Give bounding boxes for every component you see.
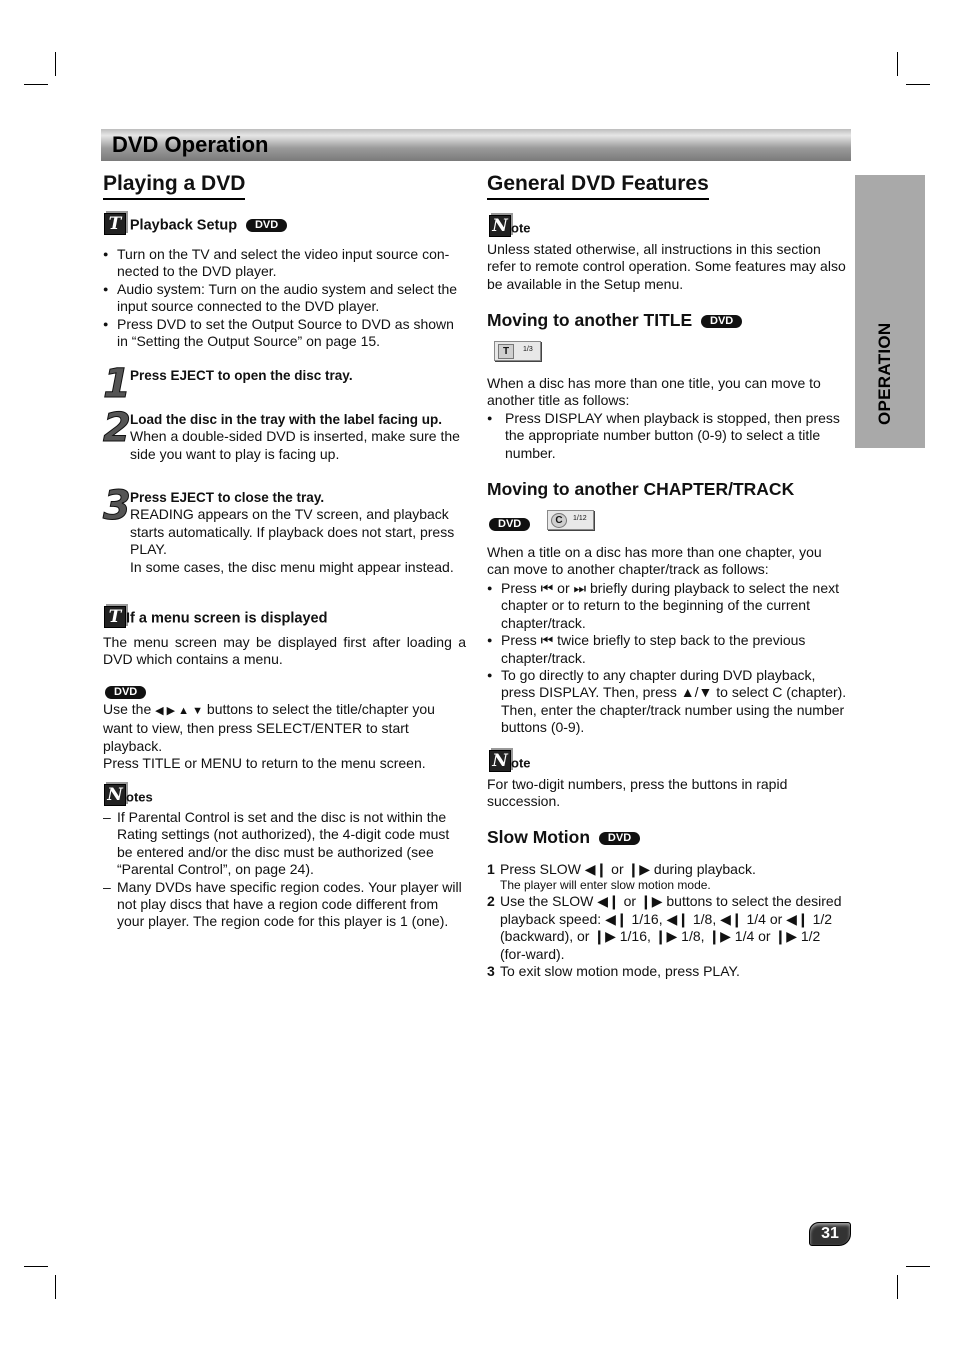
chapter-osd-value: 1/12: [573, 515, 587, 522]
menu-screen-instructions: [103, 701, 466, 773]
slow-step-1-sub: The player will enter slow motion mode.: [500, 878, 711, 893]
crop-mark: [24, 84, 48, 85]
step-num: 2: [487, 893, 495, 910]
crop-mark: [897, 52, 898, 76]
notes-header: [104, 784, 153, 806]
note-icon: N: [104, 784, 126, 806]
crop-mark: [55, 1275, 56, 1299]
slow-section-heading: [487, 827, 640, 847]
step-3-body: READING appears on the TV screen, and playback starts automatically. If playback does not start, press PLAY.: [130, 506, 455, 558]
note-2-title: ote: [511, 755, 531, 771]
playback-setup-title: Playback Setup: [129, 217, 238, 234]
title-osd-value: 1/3: [523, 346, 533, 353]
step-2-title: Load the disc in the tray with the label facing up.: [130, 412, 443, 427]
notes-list: [103, 809, 466, 931]
note-1-text: Unless stated otherwise, all instructions in this section refer to remote control operation. Some features may also be available in the Setup menu.: [487, 241, 846, 292]
note-icon: N: [489, 215, 511, 237]
list-item: [487, 963, 849, 980]
page-number-badge: 31: [809, 1222, 851, 1246]
step-3: [130, 489, 465, 576]
slow-step-1-text: Press SLOW ◀❙ or ❙▶ during playback.: [500, 861, 756, 877]
playback-setup-list: [103, 246, 466, 350]
slow-section-title: Slow Motion: [487, 827, 591, 847]
menu-screen-text: The menu screen may be displayed first after loading a DVD which contains a menu.: [103, 634, 466, 668]
list-item: ● Press DVD to set the Output Source to DVD as shown in “Setting the Output Source” on page 15.: [103, 316, 466, 351]
crop-mark: [906, 1266, 930, 1267]
menu-dvd-badge-wrap: [105, 683, 146, 700]
list-item: ● Turn on the TV and select the video input source con-nected to the DVD player.: [103, 246, 466, 281]
menu-return-text: Press TITLE or MENU to return to the menu screen.: [103, 755, 426, 772]
slow-steps-list: [487, 861, 849, 980]
step-2: [130, 411, 465, 463]
step-num: 1: [487, 861, 495, 877]
chapter-section-title: Moving to another CHAPTER/TRACK: [487, 479, 795, 499]
dvd-badge: DVD: [105, 686, 146, 699]
chapter-badge-wrap: [489, 515, 530, 532]
side-tab-label: OPERATION: [875, 322, 894, 425]
note-icon: N: [489, 750, 511, 772]
title-section-heading: [487, 310, 742, 330]
use-suffix: buttons to select the title/chapter you want to view, then press SELECT/ENTER to start playback.: [103, 701, 435, 754]
slow-step-3-text: To exit slow motion mode, press PLAY.: [500, 963, 740, 980]
chapter-section-list: [487, 580, 849, 737]
step-number-3: 3: [103, 483, 131, 529]
title-section-text: When a disc has more than one title, you can move to another title as follows:: [487, 375, 821, 409]
use-prefix: Use the: [103, 701, 152, 717]
section-title: DVD Operation: [112, 132, 269, 157]
dvd-badge: DVD: [599, 832, 640, 845]
step-2-body: When a double-sided DVD is inserted, make sure the side you want to play is facing up.: [130, 428, 460, 462]
list-item: ● Press ⏮ or ⏭ briefly during playback to select the next chapter or to return to the beginning of the current chapter/track.: [487, 580, 849, 632]
dvd-badge: DVD: [489, 518, 530, 531]
list-item: ● Press ⏮ twice briefly to step back to the previous chapter/track.: [487, 632, 849, 667]
title-icon: T: [498, 344, 514, 359]
playback-setup-header: [104, 213, 287, 235]
list-item: – Many DVDs have specific region codes. Your player will not play discs that have a region code different from your player. The region code for this player is 1 (one).: [103, 879, 466, 931]
crop-mark: [24, 1266, 48, 1267]
list-item: ● To go directly to any chapter during DVD playback, press DISPLAY. Then, press ▲/▼ to select C (chapter). Then, enter the chapter/track number using the number buttons (0-9).: [487, 667, 849, 737]
step-1-title: Press EJECT to open the disc tray.: [130, 368, 353, 383]
note-1-header: [489, 215, 531, 237]
menu-screen-title: If a menu screen is displayed: [126, 610, 328, 627]
step-3-body-2: In some cases, the disc menu might appear instead.: [130, 558, 454, 575]
general-features-heading: General DVD Features: [487, 172, 709, 200]
slow-step-2-text: Use the SLOW ◀❙ or ❙▶ buttons to select the desired playback speed: ◀❙ 1/16, ◀❙ 1/8, ◀❙ 1/4 or ◀❙ 1/2 (backward), or ❙▶ 1/16, ❙▶ 1/8, ❙▶ 1/4 or ❙▶ 1/2 (for-ward).: [500, 893, 842, 962]
chapter-osd-display: [547, 510, 594, 530]
crop-mark: [55, 52, 56, 76]
crop-mark: [897, 1275, 898, 1299]
tip-icon: T: [104, 213, 126, 235]
note-2-header: [489, 750, 531, 772]
step-3-title: Press EJECT to close the tray.: [130, 490, 325, 505]
chapter-icon: C: [551, 513, 567, 528]
list-item: ● Press DISPLAY when playback is stopped, then press the appropriate number button (0-9) to select a title number.: [487, 410, 849, 462]
list-item: ● Audio system: Turn on the audio system and select the input source connected to the DVD player.: [103, 281, 466, 316]
list-item: [487, 893, 849, 963]
note-1-title: ote: [511, 220, 531, 236]
title-section-title: Moving to another TITLE: [487, 310, 693, 330]
step-number-2: 2: [103, 405, 131, 451]
side-tab: [855, 175, 925, 448]
notes-title: otes: [126, 789, 153, 805]
tip-icon: T: [104, 606, 126, 628]
title-section-list: [487, 410, 849, 462]
menu-screen-header: [104, 606, 327, 628]
title-osd-display: [494, 341, 541, 361]
crop-mark: [906, 84, 930, 85]
step-number-1: 1: [103, 361, 131, 407]
step-num: 3: [487, 963, 495, 980]
dvd-badge: DVD: [701, 315, 742, 328]
dvd-badge: DVD: [246, 219, 287, 232]
note-2-text: For two-digit numbers, press the buttons in rapid succession.: [487, 776, 788, 810]
list-item: – If Parental Control is set and the disc is not within the Rating settings (not authorized), the 4-digit code must be entered and/or the disc must be authorized (see “Parental Control”, on page 24).: [103, 809, 466, 879]
list-item: [487, 861, 849, 893]
arrow-buttons-icon: ◀ ▶ ▲ ▼: [155, 705, 204, 717]
section-header-bar: [101, 129, 851, 161]
playing-dvd-heading: Playing a DVD: [103, 172, 245, 200]
chapter-section-text: When a title on a disc has more than one chapter, you can move to another chapter/track as follows:: [487, 544, 822, 578]
